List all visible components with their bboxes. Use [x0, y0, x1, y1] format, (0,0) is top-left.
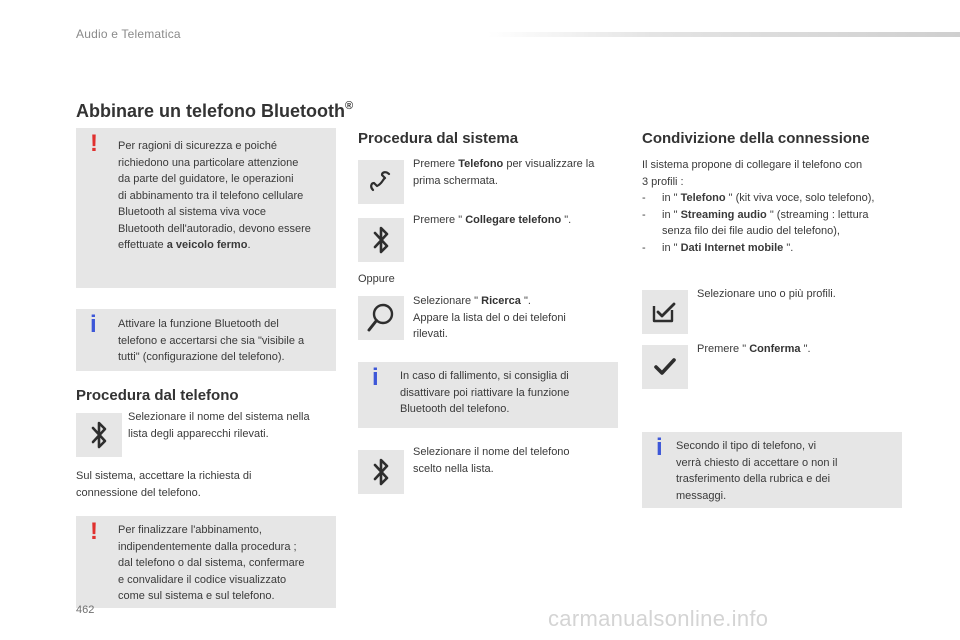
header-rule [488, 32, 960, 37]
watermark: carmanualsonline.info [548, 606, 769, 631]
bluetooth-icon [370, 225, 392, 255]
registered-symbol: ® [344, 100, 354, 112]
profile-item: - in " Streaming audio " (streaming : lettura senza filo dei file audio del telefono), [642, 207, 874, 240]
info-icon: i [372, 364, 379, 391]
info-icon: i [656, 434, 663, 461]
warning-note-safety [76, 128, 336, 288]
phone-step-select-system: Selezionare il nome del sistema nella lista degli apparecchi rilevati. [128, 411, 310, 440]
profiles-list [642, 190, 874, 256]
checkmark-icon-box [642, 345, 688, 389]
page-title: Abbinare un telefono Bluetooth® [76, 100, 354, 121]
profile-item: - in " Telefono " (kit viva voce, solo telefono), [642, 190, 874, 207]
info-icon: i [90, 311, 97, 338]
bluetooth-icon [88, 420, 110, 450]
system-step-connect-phone: Premere " Collegare telefono ". [413, 214, 572, 226]
warning-icon: ! [90, 518, 98, 545]
profile-item: - in " Dati Internet mobile ". [642, 240, 874, 257]
bluetooth-icon-box [358, 218, 404, 262]
warning-icon: ! [90, 130, 98, 157]
oppure-label: Oppure [358, 273, 395, 285]
checkmark-icon [654, 358, 676, 376]
search-magnifier-icon [366, 302, 396, 334]
page-number: 462 [76, 604, 95, 616]
heading-procedure-system: Procedura dal sistema [358, 130, 519, 147]
phone-handset-icon [367, 168, 395, 196]
profiles-intro: Il sistema propone di collegare il telefono con 3 profili : [642, 159, 863, 188]
search-icon-box [358, 296, 404, 340]
bluetooth-icon-box [76, 413, 122, 457]
step-select-profiles: Selezionare uno o più profili. [697, 288, 836, 300]
para-accept-connection: Sul sistema, accettare la richiesta di connessione del telefono. [76, 470, 252, 499]
system-step-press-phone: Premere Telefono per visualizzare la prima schermata. [413, 158, 595, 187]
system-step-search: Selezionare " Ricerca ". Appare la lista del o dei telefoni rilevati. [413, 295, 566, 340]
bluetooth-icon-box [358, 450, 404, 494]
warning-note-finalize: ! Per finalizzare l'abbinamento, indipendentemente dalla procedura ; dal telefono o dal sistema, confermare e convalidare il codice visualizzato come sul sistema e sul telefono. [76, 516, 336, 608]
warning-note-safety-text: Per ragioni di sicurezza e poiché richiedono una particolare attenzione da parte del guidatore, le operazioni di abbinamento tra il telefono cellulare Bluetooth al sistema viva voce Bluetooth dell'autoradio, devono essere effettuate a veicolo fermo. [118, 140, 311, 251]
header-section-title: Audio e Telematica [76, 27, 181, 41]
info-note-activate-bluetooth: i Attivare la funzione Bluetooth del telefono e accertarsi che sia "visibile a tutti" (configurazione del telefono). [76, 309, 336, 371]
heading-connection-sharing: Condivizione della connessione [642, 130, 870, 147]
checkbox-checked-icon [652, 301, 678, 323]
phone-icon-box [358, 160, 404, 204]
info-note-failure: i In caso di fallimento, si consiglia di disattivare poi riattivare la funzione Bluetooth del telefono. [358, 362, 618, 428]
info-note-phonebook-transfer: i Secondo il tipo di telefono, vi verrà chiesto di accettare o non il trasferimento della rubrica e dei messaggi. [642, 432, 902, 508]
heading-procedure-phone: Procedura dal telefono [76, 387, 239, 404]
step-confirm: Premere " Conferma ". [697, 343, 811, 355]
checkbox-icon-box [642, 290, 688, 334]
bluetooth-icon [370, 457, 392, 487]
system-step-select-phone: Selezionare il nome del telefono scelto nella lista. [413, 446, 570, 475]
